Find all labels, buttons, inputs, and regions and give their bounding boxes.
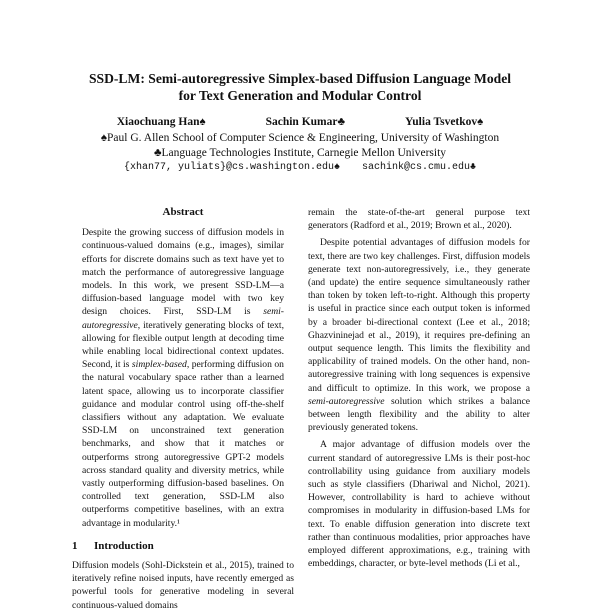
author-list	[40, 116, 560, 128]
body-paragraph: remain the state-of-the-art general purpose text generators (Radford et al., 2019; Brown et al., 2020).	[308, 207, 530, 232]
email-1: {xhan77, yuliats}@cs.washington.edu♠	[123, 162, 340, 173]
body-paragraph: A major advantage of diffusion models over the current standard of autoregressive LMs is their post-hoc controllability using guidance from auxiliary models such as style classifiers (Dhariwal and Nichol, 2021). However, controllability is hard to achieve without compromises in modularity in diffusion-based LMs for text. To enable diffusion generation into discrete text rather than continuous modalities, prior approaches have employed different approximations, e.g., training with embeddings, character, or byte-level methods (Li et al.,	[308, 439, 530, 570]
abstract-heading: Abstract	[162, 206, 204, 218]
intro-paragraph: Diffusion models (Sohl-Dickstein et al., 2015), trained to iteratively refine noised inputs, have recently emerged as powerful tools for generative modeling in several continuous-valued domains	[72, 560, 294, 611]
paper-title	[40, 70, 560, 104]
abstract-text: Despite the growing success of diffusion models in continuous-valued domains (e.g., images), similar efforts for discrete domains such as text have yet to match the performance of autoregressive language models. In this work, we present SSD-LM—a diffusion-based language model with two key design choices. First, SSD-LM is semi-autoregressive, iteratively generating blocks of text, allowing for flexible output length at decoding time while enabling local bidirectional context updates. Second, it is simplex-based, performing diffusion on the natural vocabulary space rather than a learned latent space, allowing us to incorporate classifier guidance and modular control using off-the-shelf classifiers without any adaptation. We evaluate SSD-LM on unconstrained text generation benchmarks, and show that it matches or outperforms strong autoregressive GPT-2 models across standard quality and diversity metrics, while vastly outperforming diffusion-based baselines. On controlled text generation, SSD-LM also outperforms competitive baselines, with an extra advantage in modularity.¹	[82, 227, 284, 529]
title-line-1: SSD-LM: Semi-autoregressive Simplex-based Diffusion Language Model	[88, 71, 512, 86]
author-name: Xiaochuang Han♠	[116, 116, 206, 128]
email-2: sachink@cs.cmu.edu♣	[362, 162, 477, 173]
author-emails	[40, 162, 560, 173]
author-name: Yulia Tsvetkov♠	[405, 116, 484, 128]
affiliation-2: ♣Language Technologies Institute, Carnegie Mellon University	[153, 147, 447, 159]
section-heading: 1 Introduction	[72, 539, 154, 552]
body-paragraph: Despite potential advantages of diffusion models for text, there are two key challenges. First, diffusion models generate text non-autoregressively, i.e., they generate (and update) the entire sequence simultaneously rather than token by token left-to-right. Although this property is useful in practice since each output token is informed by a broader bi-directional context (Lee et al., 2018; Ghazvininejad et al., 2019), it requires pre-defining an output sequence length. This limits the flexibility and applicability of trained models. On the other hand, non-autoregressive training with long sequences is expensive and difficult to optimize. In this work, we propose a semi-autoregressive solution which strikes a balance between length flexibility and the ability to alter previously generated tokens.	[308, 237, 530, 434]
right-column	[308, 206, 530, 574]
left-column	[72, 206, 294, 616]
affiliation-1: ♠Paul G. Allen School of Computer Science & Engineering, University of Washington	[100, 132, 500, 144]
title-line-2: for Text Generation and Modular Control	[178, 88, 422, 103]
author-name: Sachin Kumar♣	[265, 116, 346, 128]
